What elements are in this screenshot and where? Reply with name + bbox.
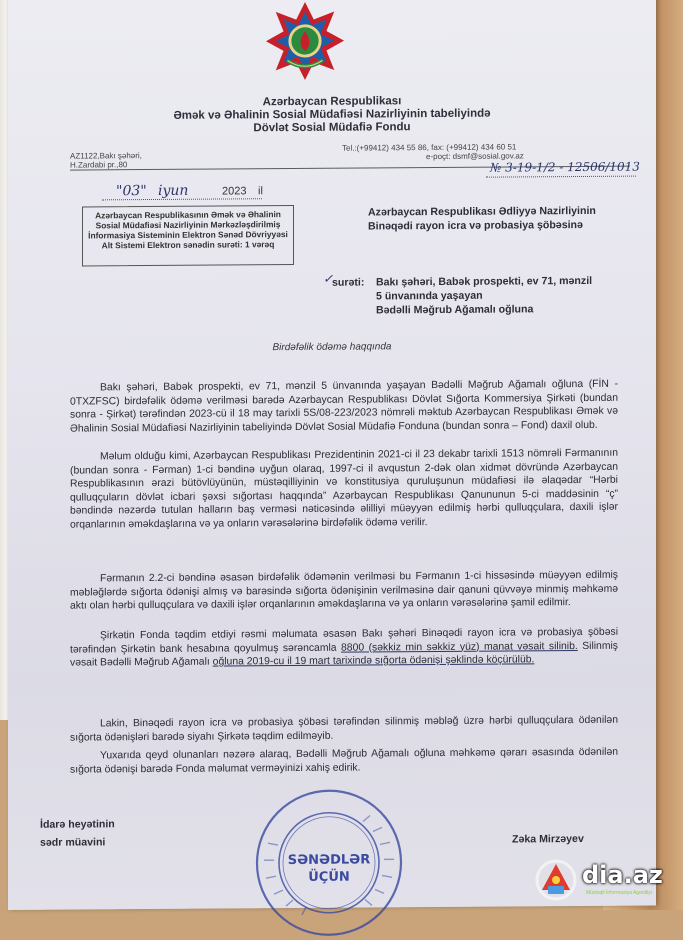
paragraph-4-amount: 8800 (səkkiz min səkkiz yüz) manat vəsait silinib. bbox=[341, 640, 578, 654]
paragraph-4-part-3: Silinmiş vəsait Bədəlli Məğrub Ağamalı bbox=[70, 640, 618, 669]
header-country: Azərbaycan Respublikası bbox=[262, 95, 402, 109]
header-ministry: Əmək və Əhalinin Sosial Müdafiəsi Nazirliyinin tabeliyində bbox=[173, 107, 491, 122]
date-day: "03" bbox=[116, 183, 147, 200]
header-address-2: H.Zardabi pr.,80 bbox=[70, 160, 128, 170]
number-underline bbox=[486, 176, 636, 178]
dia-brand-text: dia.az bbox=[582, 861, 663, 889]
stamp-text-2: ÜÇÜN bbox=[308, 869, 350, 885]
copy-recipient-name: Bədəlli Məğrub Ağamalı oğluna bbox=[376, 303, 534, 317]
signatory-name: Zəka Mirzəyev bbox=[512, 832, 584, 846]
date-year: 2023 bbox=[222, 185, 247, 198]
date-month: iyun bbox=[158, 182, 189, 199]
dia-az-watermark bbox=[534, 858, 674, 904]
paragraph-6: Yuxarıda qeyd olunanları nəzərə alaraq, Bədəlli Məğrub Ağamalı oğluna məhkəmə qərarı əsasında ödənilən sığorta ödənişi barədə Fonda məlumat verməyinizi xahiş edirik. bbox=[70, 746, 618, 776]
letter-page bbox=[8, 0, 656, 910]
paragraph-4-part-1: Şirkətin Fonda təqdim etdiyi rəsmi məlumata əsasən Bakı şəhəri Binəqədi rayon icra və probasiya şöbəsi tərəfindən Şirkətin bank hesabına qoyulmuş sərəncamla bbox=[70, 626, 618, 656]
paragraph-5: Lakin, Binəqədi rayon icra və probasiya şöbəsi tərəfindən silinmiş məbləğ üzrə hərbi qulluqçulara ödənilən sığorta ödənişləri barədə siyahı Şirkətə təqdim edilməyib. bbox=[70, 714, 618, 744]
header-email: e-poçt: dsmf@sosial.gov.az bbox=[426, 151, 524, 162]
paragraph-4 bbox=[70, 626, 618, 671]
header-fund: Dövlət Sosial Müdafiə Fondu bbox=[253, 121, 411, 135]
electronic-document-box: Azərbaycan Respublikasının Əmək və Əhalinin Sosial Müdafiəsi Nazirliyinin Mərkəzləşdirilmiş İnformasiya Sisteminin Elektron Sənəd Dövriyyəsi Alt Sistemi Elektron sənədin surəti: 1 vərəq bbox=[82, 205, 294, 266]
reference-number: № 3-19-1/2 - 12506/1013 bbox=[490, 159, 640, 175]
date-underline bbox=[102, 198, 262, 200]
official-stamp bbox=[254, 787, 404, 938]
date-suffix: il bbox=[258, 185, 263, 198]
signatory-position-1: İdarə heyətinin bbox=[40, 818, 115, 831]
stamp-text-1: SƏNƏDLƏR bbox=[287, 852, 371, 869]
copy-address: Bakı şəhəri, Babək prospekti, ev 71, mənzil 5 ünvanında yaşayan bbox=[376, 274, 593, 303]
copy-label: surəti: bbox=[332, 276, 365, 289]
dia-tagline: Müstəqil İnformasiya Agentliyi bbox=[586, 890, 652, 896]
letter-subject: Birdəfəlik ödəmə haqqında bbox=[272, 341, 392, 354]
paragraph-3: Fərmanın 2.2-ci bəndinə əsasən birdəfəlik ödəmənin verilməsi bu Fərmanın 1-ci hissəsində müəyyən edilmiş məbləğlərdə sığorta ödənişi almış və barəsində sığorta ödənişinin verilməsinə dair qanuni qüvvəyə minmiş məhkəmə aktı olan hərbi qulluqçulara və daxili işlər orqanlarının əməkdaşlarına və ya onların vərəsələrinə şamil edilmir. bbox=[70, 569, 618, 612]
state-emblem-icon bbox=[266, 0, 344, 84]
header-tel: Tel.:(+99412) 434 55 86, fax: (+99412) 434 60 51 bbox=[342, 142, 517, 153]
paragraph-1: Bakı şəhəri, Babək prospekti, ev 71, mənzil 5 ünvanında yaşayan Bədəlli Məğrub Ağamalı oğluna (FİN - 0TXZFSC) birdəfəlik ödəmə verilməsi barədə Azərbaycan Respublikası Dövlət Sığorta Kommersiya Şirkəti (bundan sonra - Şirkət) tərəfindən 2023-cü il 18 may tarixli 5S/08-223/2023 nömrəli məktub Azərbaycan Respublikası Əmək və Əhalinin Sosial Müdafiəsi Nazirliyinin tabeliyində Dövlət Sosial Müdafiə Fonduna (bundan sonra – Fond) daxil olub. bbox=[70, 378, 618, 435]
checkmark-icon: ✓ bbox=[323, 271, 334, 286]
paragraph-2: Məlum olduğu kimi, Azərbaycan Respublikası Prezidentinin 2021-ci il 23 dekabr tarixli 1513 nömrəli Fərmanının (bundan sonra - Fərman) 1-ci bəndinə uyğun olaraq, 1997-ci il avqustun 2-dək olan xidmət dövründə Azərbaycan Respublikasının ərazi bütövlüyünün, müstəqilliyinin və konstitusiya quruluşunun müdafiəsi ilə əlaqədar “Hərbi qulluqçuların dövlət icbari şəxsi sığortası haqqında” Azərbaycan Respublikası Qanununun 5-ci maddəsinin “ç” bəndində nəzərdə tutulan halların baş verməsi nəticəsində əlilliyi müəyyən edilmiş hərbi qulluqçulara, daxili işlər orqanlarının əməkdaşlarına və ya onların vərəsələrinə birdəfəlik ödəmə verilir. bbox=[70, 447, 618, 531]
paragraph-4-transfer: oğluna 2019-cu il 19 mart tarixində sığorta ödənişi şəklində köçürülüb. bbox=[212, 654, 535, 668]
recipient-main: Azərbaycan Respublikası Ədliyyə Nazirliyinin Binəqədi rayon icra və probasiya şöbəsinə bbox=[368, 204, 596, 233]
header-address-1: AZ1122,Bakı şəhəri, bbox=[70, 151, 142, 161]
signatory-position-2: sədr müavini bbox=[40, 836, 106, 849]
dia-logo-icon bbox=[534, 858, 578, 902]
